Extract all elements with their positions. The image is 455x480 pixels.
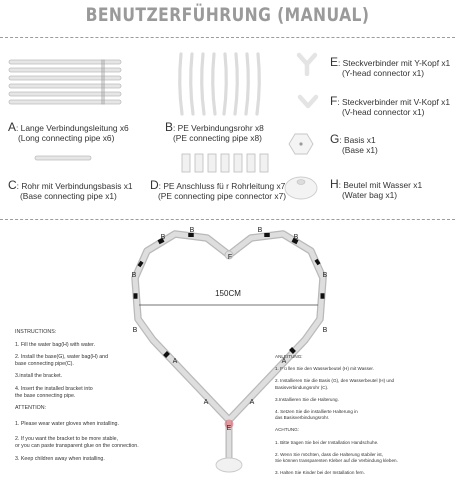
connector-mark bbox=[139, 263, 142, 265]
instruction-step: the base connecting pipe. bbox=[15, 392, 76, 399]
y-connector-image bbox=[296, 52, 318, 76]
attention-item: or you can paste transparent glue on the connection. bbox=[15, 442, 139, 449]
part-b-label: B: PE Verbindungsrohr x8 (PE connecting pipe x8) bbox=[165, 120, 264, 143]
instruction-step: Basisverbindungsrohr (C). bbox=[275, 384, 329, 390]
part-f-label: F: Steckverbinder mit V-Kopf x1 (V-head connector x1) bbox=[330, 94, 450, 117]
attention-heading: ACHTUNG: bbox=[275, 427, 299, 433]
attention-item: 1. Please wear water gloves when installing. bbox=[15, 420, 119, 427]
instruction-step: 4. Insert the installed bracket into bbox=[15, 385, 93, 392]
connector-mark bbox=[291, 349, 294, 352]
pipe-label-b: B bbox=[257, 227, 263, 234]
pipe-label-b: B bbox=[293, 234, 299, 241]
pipe-label-a: A bbox=[281, 358, 287, 365]
part-letter: D bbox=[150, 178, 159, 192]
pipe-label-a: A bbox=[172, 358, 178, 365]
instructions-heading: ANLEITUNG: bbox=[275, 354, 303, 359]
connector-mark bbox=[316, 261, 319, 263]
pipe-label-b: B bbox=[322, 327, 328, 334]
base-pipe-image bbox=[34, 154, 94, 162]
part-g-label: G: Basis x1 (Base x1) bbox=[330, 132, 378, 155]
y-head-label: E bbox=[226, 425, 232, 432]
part-letter: A bbox=[8, 120, 17, 134]
attention-item: 2. Wenn Sie möchten, dass die Halterung stabiler ist, bbox=[275, 451, 383, 457]
pipe-label-b: B bbox=[132, 327, 138, 334]
part-c-label: C: Rohr mit Verbindungsbasis x1 (Base connecting pipe x1) bbox=[8, 178, 133, 201]
v-connector-image bbox=[297, 94, 319, 110]
part-e-label: E: Steckverbinder mit Y-Kopf x1 (Y-head connector x1) bbox=[330, 55, 451, 78]
v-head-label: F bbox=[227, 254, 233, 261]
instructions-english bbox=[15, 329, 139, 462]
attention-heading: ATTENTION: bbox=[15, 405, 47, 412]
attention-item: Sie können transparenten Kleber auf die Verbindung kleben. bbox=[275, 458, 398, 464]
instruction-step: 3.install the bracket. bbox=[15, 373, 63, 380]
instruction-step: das Basisverbindungsrohr. bbox=[275, 415, 330, 421]
instruction-step: 1. Fill the water bag(H) with water. bbox=[15, 341, 96, 348]
instruction-step: 1. F ü llen Sie den Wasserbeutel (H) mit Wasser. bbox=[275, 366, 374, 372]
part-letter: H bbox=[330, 177, 339, 191]
instruction-step: base connecting pipe(C). bbox=[15, 360, 74, 367]
middle-divider bbox=[0, 219, 455, 220]
instruction-step: 2. Installieren Sie die Basis (G), den Wasserbeutel (H) und bbox=[275, 378, 395, 384]
base-image bbox=[288, 132, 314, 156]
instructions-heading: INSTRUCTIONS: bbox=[15, 329, 57, 335]
pipe-label-a: A bbox=[249, 399, 255, 406]
long-pipes-image bbox=[8, 58, 126, 110]
base-water-bag bbox=[216, 458, 242, 472]
water-bag-image bbox=[283, 172, 319, 200]
manual-title: BENUTZERFÜHRUNG (MANUAL) bbox=[85, 4, 370, 26]
curved-pipes-image bbox=[176, 50, 272, 118]
top-divider bbox=[0, 37, 455, 38]
pipe-label-b: B bbox=[322, 272, 328, 279]
part-h-label: H: Beutel mit Wasser x1 (Water bag x1) bbox=[330, 177, 423, 200]
instruction-step: 4. Setzen Sie die installierte Halterung in bbox=[275, 409, 358, 415]
attention-item: 1. Bitte tragen Sie bei der Installation Handschuhe. bbox=[275, 439, 379, 445]
instruction-step: 2. Install the base(G), water bag(H) and bbox=[15, 354, 109, 361]
part-letter: F bbox=[330, 94, 338, 108]
attention-item: 2. If you want the bracket to be more stable, bbox=[15, 436, 119, 443]
width-label: 150CM bbox=[215, 289, 241, 298]
attention-item: 3. Keep children away when installing. bbox=[15, 455, 105, 462]
pipe-label-b: B bbox=[189, 227, 195, 234]
part-letter: C bbox=[8, 178, 17, 192]
instruction-step: 3.Installieren Sie die Halterung. bbox=[275, 396, 339, 402]
part-a-label: A: Lange Verbindungsleitung x6 (Long connecting pipe x6) bbox=[8, 120, 129, 143]
part-letter: G bbox=[330, 132, 340, 146]
pipe-label-b: B bbox=[131, 272, 137, 279]
part-letter: B bbox=[165, 120, 174, 134]
part-letter: E bbox=[330, 55, 339, 69]
pipe-label-a: A bbox=[203, 399, 209, 406]
part-d-label: D: PE Anschluss fü r Rohrleitung x7 (PE connecting pipe connector x7) bbox=[150, 178, 287, 201]
instructions-german bbox=[275, 354, 398, 476]
pipe-label-b: B bbox=[160, 234, 166, 241]
pipe-connectors-image bbox=[180, 152, 272, 174]
attention-item: 3. Halten Sie Kinder bei der Installation fern. bbox=[275, 470, 365, 476]
connector-mark bbox=[165, 353, 168, 356]
